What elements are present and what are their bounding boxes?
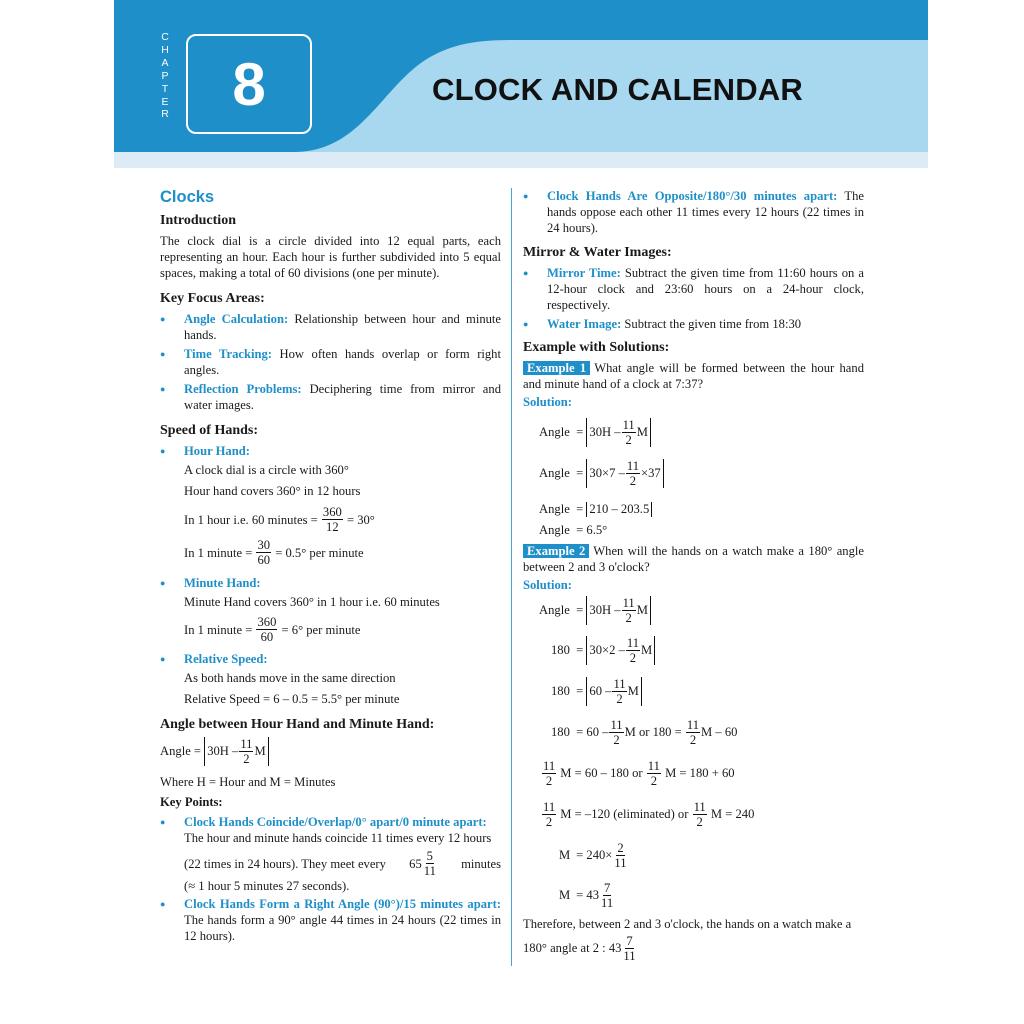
conclusion-line1: Therefore, between 2 and 3 o'clock, the hands on a watch make a	[523, 917, 852, 931]
angle-heading: Angle between Hour Hand and Minute Hand:	[160, 717, 435, 732]
right-column	[523, 188, 864, 410]
focus-item: ● Time Tracking: How often hands overlap or form right angles.	[160, 346, 501, 378]
mirror-time-item: ● Mirror Time: Subtract the given time from 11:60 hours on a 12-hour clock and 23:60 hours on a 24-hour clock, respectively.	[523, 265, 864, 313]
mirror-heading: Mirror & Water Images:	[523, 245, 672, 260]
focus-item: ● Angle Calculation: Relationship between hour and minute hands.	[160, 311, 501, 343]
solution-label-1: Solution:	[523, 395, 572, 409]
example-2-badge: Example 2	[523, 544, 589, 558]
example-1-badge: Example 1	[523, 361, 590, 375]
ex1-eq-line2: Angle = 30×7 – $\frac{11}{2}$ ×37	[539, 459, 664, 488]
ex2-eq-line2: 180 = 30×2 – $\frac{11}{2}$ M	[551, 636, 655, 665]
hour-hand-line2: Hour hand covers 360° in 12 hours	[184, 484, 361, 498]
fraction: $\frac{360}{12}$	[322, 505, 342, 534]
minute-hand-line2: In 1 minute = $\frac{360}{60}$ = 6° per minute	[184, 615, 361, 644]
solution-label-2: Solution:	[523, 578, 572, 592]
ex2-eq-line7: M = 240× $\frac{2}{11}$	[559, 841, 627, 870]
fraction: $\frac{360}{60}$	[257, 615, 277, 644]
intro-heading: Introduction	[160, 213, 236, 228]
conclusion-line2: 180° angle at 2 : 43 $\frac{7}{11}$	[523, 934, 636, 963]
absolute-value: 30H – $\frac{11}{2}$ M	[204, 737, 268, 766]
ex2-eq-line3: 180 = 60 – $\frac{11}{2}$ M	[551, 677, 642, 706]
ex2-eq-line6: $\frac{11}{2}$ M = –120 (eliminated) or $\frac{11}{2}$ M = 240	[543, 800, 755, 829]
focus-item: ● Reflection Problems: Deciphering time from mirror and water images.	[160, 381, 501, 413]
ex2-eq-line5: $\frac{11}{2}$ M = 60 – 180 or $\frac{11}{2}$ M = 180 + 60	[543, 759, 735, 788]
intro-text: The clock dial is a circle divided into 12 equal parts, each representing an hour. Each hour is further subdivided into 5 equal spaces, making a total of 60 divisions (one per minute).	[160, 234, 501, 280]
hour-hand-line1: A clock dial is a circle with 360°	[184, 463, 349, 477]
key-focus-heading: Key Focus Areas:	[160, 291, 265, 306]
hour-hand-line4: In 1 minute = $\frac{30}{60}$ = 0.5° per minute	[184, 538, 364, 567]
key-points-heading: Key Points:	[160, 795, 223, 809]
section-title: Clocks	[160, 188, 215, 206]
minute-hand-item: ● Minute Hand:	[160, 575, 501, 591]
hour-hand-line3: In 1 hour i.e. 60 minutes = $\frac{360}{12}$ = 30°	[184, 505, 375, 534]
chapter-title: CLOCK AND CALENDAR	[432, 72, 803, 107]
example-1-question: Example 1 What angle will be formed between the hour hand and minute hand of a clock at 7:37?	[523, 361, 864, 391]
example-heading: Example with Solutions:	[523, 340, 670, 355]
key-point-opposite: ● Clock Hands Are Opposite/180°/30 minutes apart: The hands oppose each other 11 times every 12 hours (22 times in 24 hours).	[523, 188, 864, 236]
speed-heading: Speed of Hands:	[160, 423, 259, 438]
ex2-eq-line1: Angle = 30H – $\frac{11}{2}$ M	[539, 596, 651, 625]
ex1-eq-line1: Angle = 30H – $\frac{11}{2}$ M	[539, 418, 651, 447]
chapter-vertical-label: C H A P T E R	[161, 31, 169, 121]
key-point-coincide: ● Clock Hands Coincide/Overlap/0° apart/0 minute apart: The hour and minute hands coincide 11 times every 12 hours (22 times in 24 hours). They meet every 65 $\frac{5}{11}$ minutes (≈ 1 hour 5 minutes 27 seconds).	[160, 814, 501, 894]
relative-speed-line2: Relative Speed = 6 – 0.5 = 5.5° per minute	[184, 692, 400, 706]
example-2-block	[523, 543, 864, 593]
example-2-question: Example 2 When will the hands on a watch make a 180° angle between 2 and 3 o'clock?	[523, 544, 864, 574]
water-image-item: ● Water Image: Subtract the given time from 18:30	[523, 316, 864, 332]
ex1-eq-line3: Angle = 210 – 203.5	[539, 502, 652, 517]
ex1-eq-line4: Angle = 6.5°	[539, 523, 608, 537]
relative-speed-item: ● Relative Speed:	[160, 651, 501, 667]
relative-speed-line1: As both hands move in the same direction	[184, 671, 396, 685]
key-point-right-angle: ● Clock Hands Form a Right Angle (90°)/15 minutes apart: The hands form a 90° angle 44 times in 24 hours (22 times in 12 hours).	[160, 896, 501, 944]
angle-formula: Angle = 30H – $\frac{11}{2}$ M	[160, 737, 501, 766]
fraction: $\frac{30}{60}$	[257, 538, 271, 567]
ex2-eq-line8: M = 43 $\frac{7}{11}$	[559, 881, 614, 910]
column-divider	[511, 188, 512, 966]
left-column	[160, 188, 501, 944]
minute-hand-line1: Minute Hand covers 360° in 1 hour i.e. 60 minutes	[184, 595, 440, 609]
hour-hand-item: ● Hour Hand:	[160, 443, 501, 459]
ex2-eq-line4: 180 = 60 – $\frac{11}{2}$ M or 180 = $\frac{11}{2}$ M – 60	[551, 718, 738, 747]
chapter-number: 8	[186, 34, 312, 134]
where-text: Where H = Hour and M = Minutes	[160, 775, 336, 789]
